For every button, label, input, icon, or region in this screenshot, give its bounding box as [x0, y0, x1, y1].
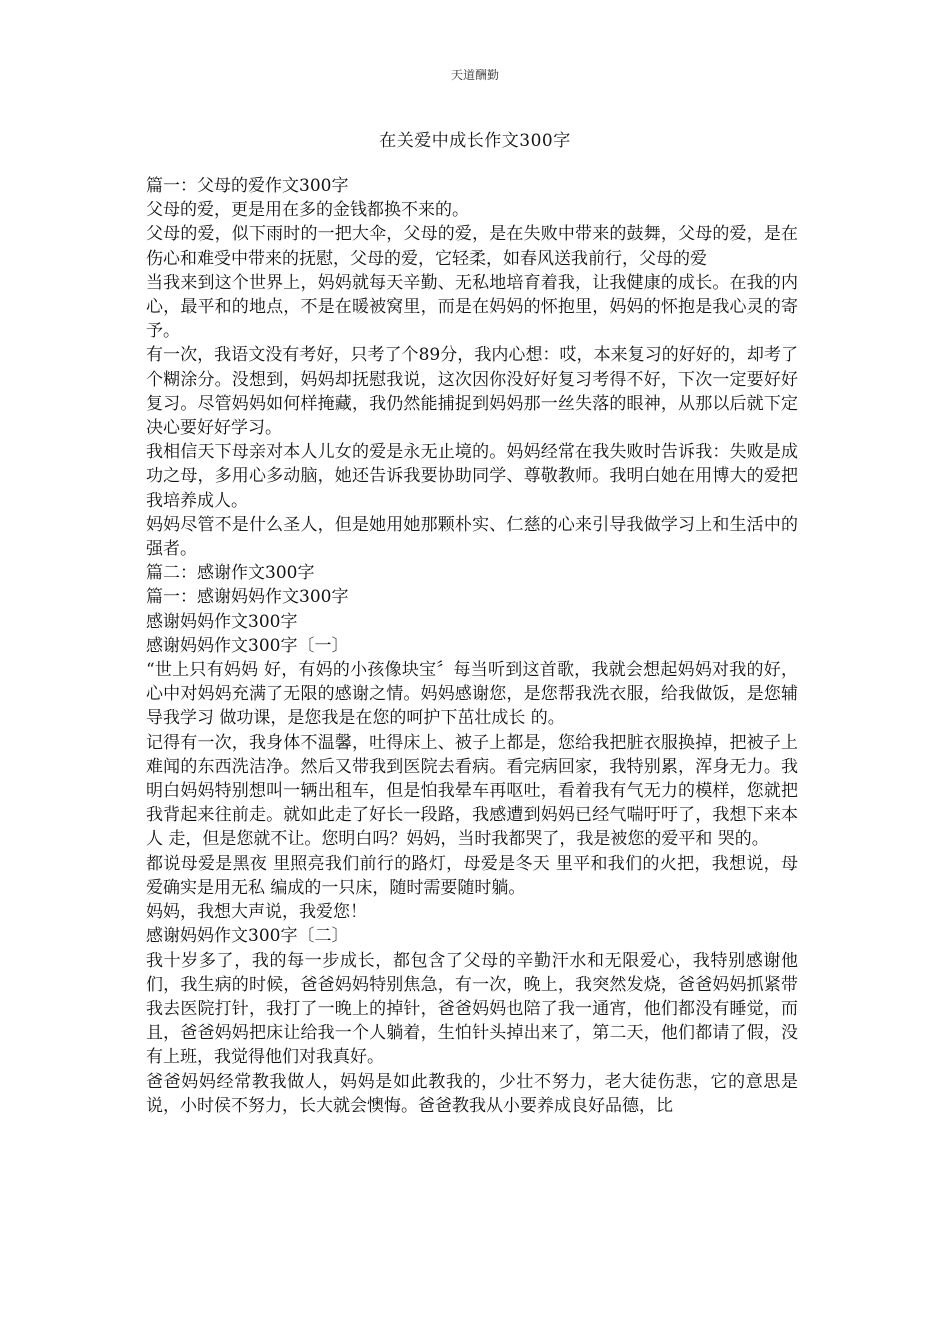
paragraph: 都说母爱是黑夜 里照亮我们前行的路灯，母爱是冬天 里平和我们的火把，我想说，母爱确实是用无私 编成的一只床，随时需要随时躺。: [146, 853, 798, 898]
paragraph: 我十岁多了，我的每一步成长，都包含了父母的辛勤汗水和无限爱心，我特别感谢他们，我生病的时候，爸爸妈妈特别焦急，有一次，晚上，我突然发烧，爸爸妈妈抓紧带我去医院打针，我打了一晚上的掉针，爸爸妈妈也陪了我一通宵，他们都没有睡觉，而且，爸爸妈妈把床让给我一个人躺着，生怕针头掉出来了，第二天，他们都请了假，没有上班，我觉得他们对我真好。: [146, 950, 798, 1068]
paragraph: 妈妈，我想大声说，我爱您！: [146, 902, 367, 923]
paragraph: 感谢妈妈作文300字: [146, 611, 298, 632]
document-body: [146, 174, 798, 1118]
page-header: 天道酬勤: [450, 68, 499, 82]
paragraph: 记得有一次，我身体不温馨，吐得床上、被子上都是，您给我把脏衣服换掉，把被子上难闻的东西洗洁净。然后又带我到医院去看病。看完病回家，我特别累，浑身无力。我明白妈妈特别想叫一辆出租车，但是怕我晕车再呕吐，看着我有气无力的模样，您就把我背起来往前走。就如此走了好长一段路，我感遭到妈妈已经气喘吁吁了，我想下来本人 走，但是您就不让。您明白吗？妈妈，当时我都哭了，我是被您的爱平和 哭的。: [146, 732, 798, 850]
paragraph: 篇一：父母的爱作文300字: [146, 176, 349, 196]
paragraph: 篇二：感谢作文300字: [146, 563, 315, 584]
paragraph: 妈妈尽管不是什么圣人，但是她用她那颗朴实、仁慈的心来引导我做学习上和生活中的强者。: [146, 514, 798, 560]
document-title: 在关爱中成长作文300字: [379, 131, 571, 151]
paragraph: 父母的爱，似下雨时的一把大伞，父母的爱，是在失败中带来的鼓舞，父母的爱，是在伤心和难受中带来的抚慰，父母的爱，它轻柔，如春风送我前行，父母的爱: [146, 224, 798, 269]
paragraph: “世上只有妈妈 好，有妈的小孩像块宝〞每当听到这首歌，我就会想起妈妈对我的好，心中对妈妈充满了无限的感谢之情。妈妈感谢您，是您帮我洗衣服，给我做饭，是您辅导我学习 做功课，是您我是在您的呵护下茁壮成长 的。: [146, 660, 798, 729]
paragraph: 父母的爱，更是用在多的金钱都换不来的。: [146, 200, 469, 221]
paragraph: 我相信天下母亲对本人儿女的爱是永无止境的。妈妈经常在我失败时告诉我：失败是成功之母，多用心多动脑，她还告诉我要协助同学、尊敬教师。我明白她在用博大的爱把我培养成人。: [146, 442, 798, 511]
paragraph: 有一次，我语文没有考好，只考了个89分，我内心想：哎，本来复习的好好的，却考了个糊涂分。没想到，妈妈却抚慰我说，这次因你没好好复习考得不好，下次一定要好好复习。尽管妈妈如何样掩藏，我仍然能捕捉到妈妈那一丝失落的眼神，从那以后就下定决心要好好学习。: [146, 345, 798, 439]
paragraph: 爸爸妈妈经常教我做人，妈妈是如此教我的，少壮不努力，老大徒伤悲，它的意思是说，小时侯不努力，长大就会懊悔。爸爸教我从小要养成良好品德，比: [146, 1071, 798, 1116]
paragraph: 篇一：感谢妈妈作文300字: [146, 587, 349, 608]
paragraph: 当我来到这个世界上，妈妈就每天辛勤、无私地培育着我，让我健康的成长。在我的内心，最平和的地点，不是在暖被窝里，而是在妈妈的怀抱里，妈妈的怀抱是我心灵的寄予。: [146, 272, 798, 342]
paragraph: 感谢妈妈作文300字〔二〕: [146, 926, 349, 947]
paragraph: 感谢妈妈作文300字〔一〕: [146, 635, 349, 656]
